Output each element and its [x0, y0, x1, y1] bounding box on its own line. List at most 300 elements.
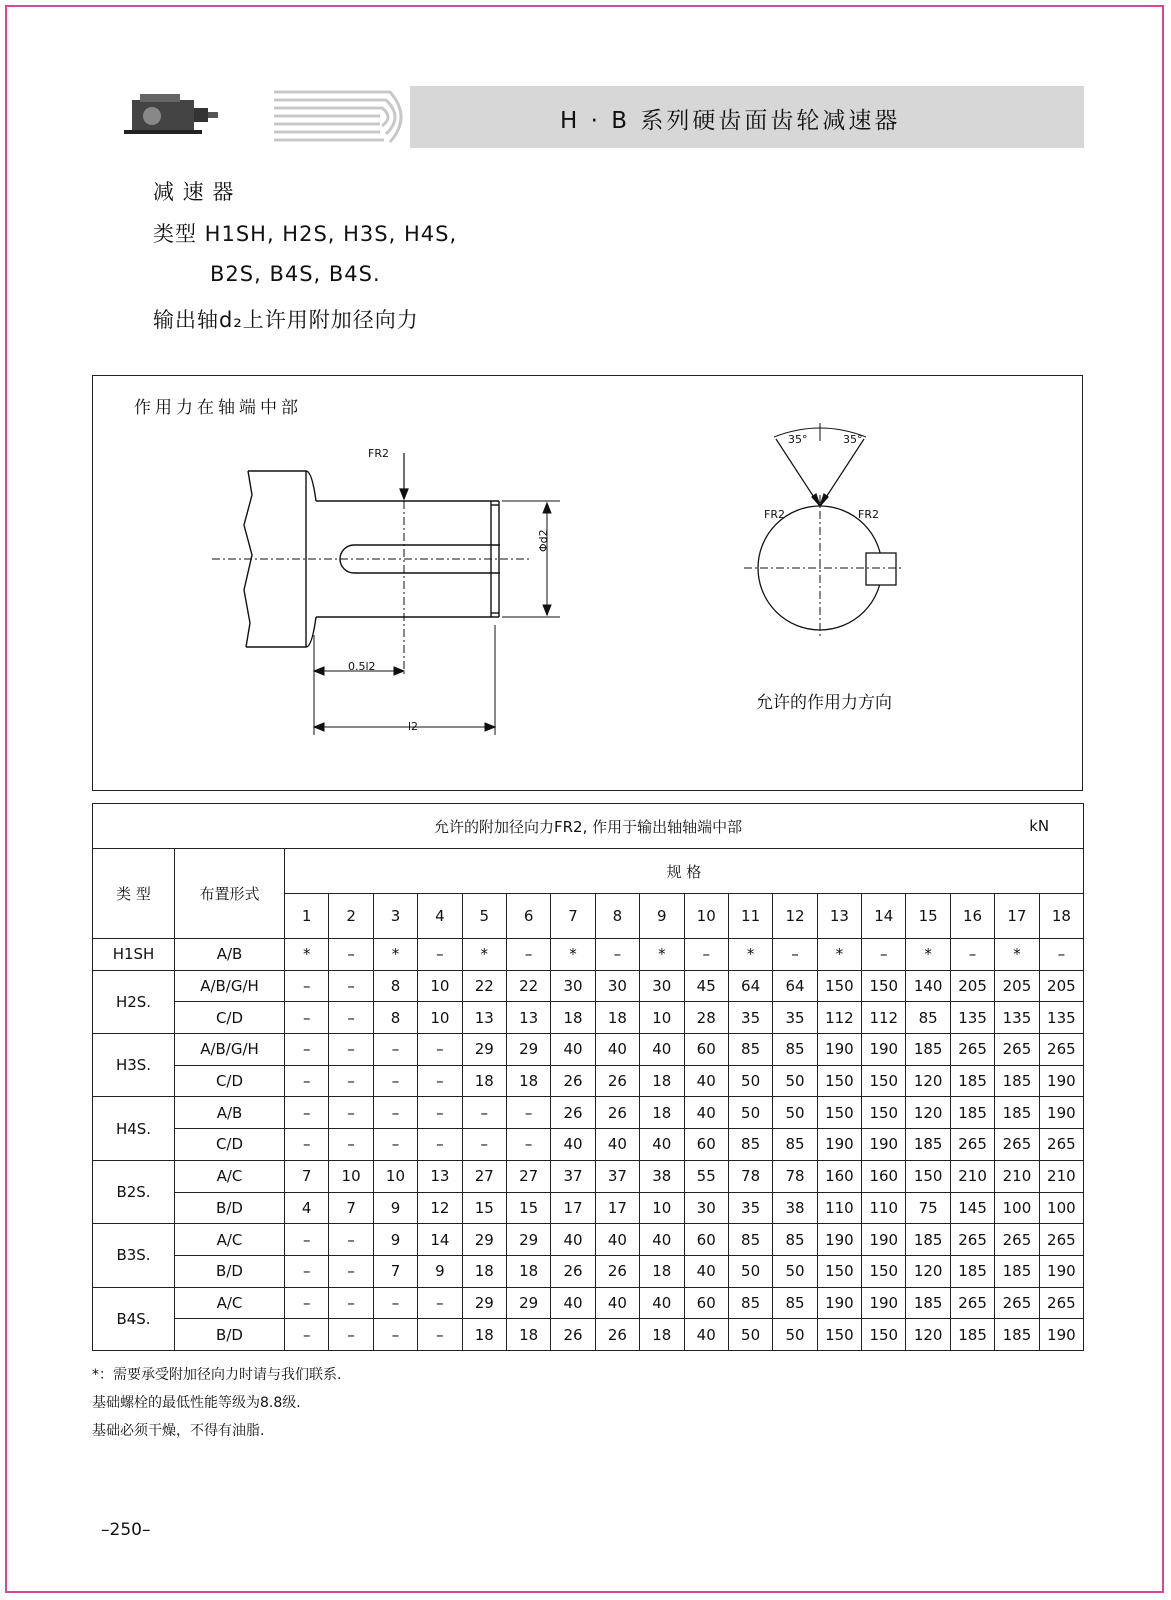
value-cell: 30	[551, 970, 595, 1002]
value-cell: 85	[728, 1034, 772, 1066]
angle-right-label: 35°	[843, 433, 863, 446]
value-cell: 40	[640, 1129, 684, 1161]
value-cell: 10	[329, 1160, 373, 1192]
page-number: –250–	[101, 1520, 151, 1540]
value-cell: –	[373, 1287, 417, 1319]
value-cell: 50	[728, 1319, 772, 1351]
size-header-cell: 7	[551, 894, 595, 939]
value-cell: –	[418, 1034, 462, 1066]
arrangement-cell: B/D	[175, 1319, 285, 1351]
value-cell: 185	[906, 1034, 950, 1066]
value-cell: 85	[906, 1002, 950, 1034]
value-cell: –	[773, 939, 817, 971]
value-cell: 160	[817, 1160, 861, 1192]
value-cell: 120	[906, 1255, 950, 1287]
table-title-row	[93, 804, 1084, 849]
value-cell: –	[950, 939, 994, 971]
value-cell: 145	[950, 1192, 994, 1224]
value-cell: 35	[728, 1002, 772, 1034]
type-cell: H1SH	[93, 939, 175, 971]
radial-force-table	[92, 803, 1084, 1351]
value-cell: 9	[418, 1255, 462, 1287]
arrangement-cell: C/D	[175, 1002, 285, 1034]
value-cell: 150	[862, 1097, 906, 1129]
intro-heading: 减 速 器	[153, 180, 235, 204]
value-cell: 29	[506, 1224, 550, 1256]
shaft-diagram	[92, 375, 1083, 791]
value-cell: 265	[995, 1034, 1039, 1066]
value-cell: 26	[551, 1255, 595, 1287]
size-header-cell: 17	[995, 894, 1039, 939]
value-cell: 15	[506, 1192, 550, 1224]
value-cell: 29	[462, 1287, 506, 1319]
value-cell: 7	[285, 1160, 329, 1192]
table-row	[93, 970, 1084, 1002]
value-cell: 265	[950, 1224, 994, 1256]
value-cell: 18	[462, 1319, 506, 1351]
value-cell: 150	[817, 1319, 861, 1351]
figure-title: 作用力在轴端中部	[134, 398, 302, 418]
value-cell: 26	[595, 1255, 639, 1287]
value-cell: *	[640, 939, 684, 971]
value-cell: –	[462, 1129, 506, 1161]
size-header-cell: 14	[862, 894, 906, 939]
value-cell: 185	[906, 1287, 950, 1319]
value-cell: 265	[995, 1287, 1039, 1319]
value-cell: 185	[906, 1224, 950, 1256]
fr2-right-label: FR2	[858, 508, 879, 521]
value-cell: –	[418, 1319, 462, 1351]
value-cell: 160	[862, 1160, 906, 1192]
value-cell: 185	[906, 1129, 950, 1161]
value-cell: 30	[640, 970, 684, 1002]
value-cell: 26	[595, 1065, 639, 1097]
value-cell: 205	[995, 970, 1039, 1002]
value-cell: 40	[551, 1224, 595, 1256]
type-cell: B2S.	[93, 1160, 175, 1223]
size-header-cell: 13	[817, 894, 861, 939]
value-cell: 190	[862, 1129, 906, 1161]
value-cell: 75	[906, 1192, 950, 1224]
value-cell: 265	[1039, 1287, 1083, 1319]
value-cell: 185	[995, 1319, 1039, 1351]
value-cell: 150	[862, 970, 906, 1002]
value-cell: 50	[728, 1065, 772, 1097]
arrangement-cell: C/D	[175, 1065, 285, 1097]
value-cell: –	[329, 1319, 373, 1351]
value-cell: 265	[1039, 1129, 1083, 1161]
table-row	[93, 1002, 1084, 1034]
value-cell: 85	[773, 1129, 817, 1161]
value-cell: 120	[906, 1319, 950, 1351]
size-header-cell: 11	[728, 894, 772, 939]
allowed-direction-label: 允许的作用力方向	[756, 693, 892, 713]
value-cell: 190	[817, 1287, 861, 1319]
type-cell: B4S.	[93, 1287, 175, 1350]
table-row	[93, 939, 1084, 971]
size-header-cell: 12	[773, 894, 817, 939]
value-cell: –	[373, 1065, 417, 1097]
value-cell: 40	[640, 1224, 684, 1256]
value-cell: 40	[595, 1034, 639, 1066]
value-cell: 150	[817, 1065, 861, 1097]
value-cell: 7	[329, 1192, 373, 1224]
value-cell: –	[418, 1097, 462, 1129]
value-cell: 18	[506, 1319, 550, 1351]
table-title-cell	[93, 804, 1084, 849]
value-cell: –	[418, 1129, 462, 1161]
value-cell: 18	[640, 1319, 684, 1351]
value-cell: 50	[773, 1097, 817, 1129]
value-cell: 40	[684, 1065, 728, 1097]
value-cell: 45	[684, 970, 728, 1002]
value-cell: 185	[950, 1097, 994, 1129]
arrangement-cell: B/D	[175, 1192, 285, 1224]
value-cell: 10	[418, 970, 462, 1002]
value-cell: –	[285, 1065, 329, 1097]
value-cell: 9	[373, 1224, 417, 1256]
l2-label: l2	[408, 720, 419, 733]
arrangement-cell: A/B/G/H	[175, 970, 285, 1002]
arrangement-cell: B/D	[175, 1255, 285, 1287]
value-cell: –	[418, 1287, 462, 1319]
fr2-left-label: FR2	[764, 508, 785, 521]
value-cell: –	[329, 970, 373, 1002]
col-type-header: 类 型	[93, 849, 175, 939]
value-cell: –	[462, 1097, 506, 1129]
value-cell: 22	[506, 970, 550, 1002]
value-cell: 50	[728, 1097, 772, 1129]
fr2-label: FR2	[368, 447, 389, 460]
value-cell: 8	[373, 1002, 417, 1034]
value-cell: 38	[773, 1192, 817, 1224]
table-row	[93, 1255, 1084, 1287]
value-cell: 4	[285, 1192, 329, 1224]
value-cell: 60	[684, 1287, 728, 1319]
table-row	[93, 1224, 1084, 1256]
col-sizes-header: 规 格	[285, 849, 1084, 894]
size-header-cell: 15	[906, 894, 950, 939]
value-cell: *	[817, 939, 861, 971]
value-cell: 18	[506, 1065, 550, 1097]
table-title: 允许的附加径向力FR2, 作用于输出轴轴端中部	[433, 817, 743, 836]
value-cell: 13	[418, 1160, 462, 1192]
value-cell: 120	[906, 1097, 950, 1129]
value-cell: –	[285, 1319, 329, 1351]
note-3: 基础必须干燥，不得有油脂.	[92, 1423, 265, 1439]
arrangement-cell: A/B	[175, 1097, 285, 1129]
value-cell: –	[329, 1034, 373, 1066]
value-cell: 27	[506, 1160, 550, 1192]
value-cell: 18	[640, 1097, 684, 1129]
value-cell: 40	[640, 1034, 684, 1066]
value-cell: –	[285, 1002, 329, 1034]
value-cell: 190	[817, 1224, 861, 1256]
half-l2-label: 0.5l2	[348, 660, 376, 673]
table-row	[93, 1034, 1084, 1066]
value-cell: 85	[728, 1129, 772, 1161]
size-header-cell: 4	[418, 894, 462, 939]
gearbox-icon	[124, 94, 218, 134]
note-2: 基础螺栓的最低性能等级为8.8级.	[92, 1395, 301, 1411]
value-cell: 85	[773, 1034, 817, 1066]
value-cell: 185	[995, 1255, 1039, 1287]
value-cell: 100	[1039, 1192, 1083, 1224]
value-cell: –	[329, 1224, 373, 1256]
value-cell: 18	[640, 1255, 684, 1287]
value-cell: –	[329, 939, 373, 971]
value-cell: 40	[595, 1287, 639, 1319]
value-cell: 78	[728, 1160, 772, 1192]
value-cell: 40	[595, 1129, 639, 1161]
table-row	[93, 1319, 1084, 1351]
value-cell: *	[285, 939, 329, 971]
value-cell: 37	[551, 1160, 595, 1192]
value-cell: 18	[551, 1002, 595, 1034]
value-cell: 190	[862, 1034, 906, 1066]
value-cell: 265	[950, 1034, 994, 1066]
value-cell: *	[728, 939, 772, 971]
arrangement-cell: A/B	[175, 939, 285, 971]
value-cell: 205	[1039, 970, 1083, 1002]
arrangement-cell: A/C	[175, 1160, 285, 1192]
table-unit: kN	[1029, 817, 1050, 835]
value-cell: 8	[373, 970, 417, 1002]
value-cell: 60	[684, 1034, 728, 1066]
value-cell: 265	[1039, 1034, 1083, 1066]
value-cell: 27	[462, 1160, 506, 1192]
size-header-cell: 18	[1039, 894, 1083, 939]
value-cell: 40	[640, 1287, 684, 1319]
value-cell: –	[329, 1097, 373, 1129]
value-cell: 190	[817, 1034, 861, 1066]
size-header-cell: 8	[595, 894, 639, 939]
table-row	[93, 1129, 1084, 1161]
value-cell: 190	[862, 1287, 906, 1319]
table-row	[93, 1160, 1084, 1192]
table-row	[93, 1192, 1084, 1224]
value-cell: –	[1039, 939, 1083, 971]
value-cell: 13	[462, 1002, 506, 1034]
value-cell: –	[285, 1097, 329, 1129]
value-cell: –	[862, 939, 906, 971]
value-cell: 18	[640, 1065, 684, 1097]
value-cell: –	[329, 1065, 373, 1097]
value-cell: 18	[506, 1255, 550, 1287]
value-cell: 60	[684, 1224, 728, 1256]
value-cell: 150	[817, 970, 861, 1002]
value-cell: 26	[551, 1319, 595, 1351]
size-header-cell: 9	[640, 894, 684, 939]
value-cell: 112	[817, 1002, 861, 1034]
value-cell: 185	[950, 1255, 994, 1287]
value-cell: 17	[551, 1192, 595, 1224]
value-cell: –	[329, 1129, 373, 1161]
value-cell: 29	[462, 1224, 506, 1256]
value-cell: 265	[995, 1129, 1039, 1161]
value-cell: –	[418, 939, 462, 971]
size-header-cell: 5	[462, 894, 506, 939]
col-arrangement-header: 布置形式	[175, 849, 285, 939]
value-cell: 112	[862, 1002, 906, 1034]
value-cell: 40	[551, 1287, 595, 1319]
table-row	[93, 1097, 1084, 1129]
value-cell: –	[285, 1034, 329, 1066]
value-cell: –	[373, 1097, 417, 1129]
arrangement-cell: C/D	[175, 1129, 285, 1161]
value-cell: –	[418, 1065, 462, 1097]
type-cell: H2S.	[93, 970, 175, 1033]
value-cell: 28	[684, 1002, 728, 1034]
value-cell: 29	[506, 1034, 550, 1066]
value-cell: 50	[728, 1255, 772, 1287]
value-cell: –	[684, 939, 728, 971]
value-cell: 135	[950, 1002, 994, 1034]
value-cell: 185	[950, 1065, 994, 1097]
value-cell: 26	[551, 1097, 595, 1129]
value-cell: 7	[373, 1255, 417, 1287]
value-cell: 50	[773, 1065, 817, 1097]
size-header-cell: 3	[373, 894, 417, 939]
intro-types-cont: B2S, B4S, B4S.	[210, 262, 381, 286]
size-header-cell: 16	[950, 894, 994, 939]
value-cell: 265	[1039, 1224, 1083, 1256]
value-cell: *	[462, 939, 506, 971]
value-cell: 210	[950, 1160, 994, 1192]
value-cell: 13	[506, 1002, 550, 1034]
value-cell: 265	[950, 1129, 994, 1161]
value-cell: 185	[995, 1097, 1039, 1129]
value-cell: 150	[862, 1255, 906, 1287]
value-cell: 26	[551, 1065, 595, 1097]
note-1: *：需要承受附加径向力时请与我们联系.	[92, 1367, 342, 1383]
value-cell: –	[595, 939, 639, 971]
value-cell: 60	[684, 1129, 728, 1161]
value-cell: 135	[1039, 1002, 1083, 1034]
value-cell: 120	[906, 1065, 950, 1097]
value-cell: 26	[595, 1319, 639, 1351]
value-cell: 22	[462, 970, 506, 1002]
value-cell: –	[329, 1002, 373, 1034]
value-cell: 9	[373, 1192, 417, 1224]
value-cell: –	[285, 970, 329, 1002]
size-header-cell: 2	[329, 894, 373, 939]
value-cell: 140	[906, 970, 950, 1002]
value-cell: 10	[640, 1002, 684, 1034]
value-cell: 150	[906, 1160, 950, 1192]
value-cell: 40	[595, 1224, 639, 1256]
value-cell: –	[506, 939, 550, 971]
value-cell: 265	[995, 1224, 1039, 1256]
value-cell: 190	[862, 1224, 906, 1256]
value-cell: 18	[462, 1255, 506, 1287]
size-header-cell: 1	[285, 894, 329, 939]
value-cell: 64	[773, 970, 817, 1002]
value-cell: 210	[995, 1160, 1039, 1192]
value-cell: 85	[773, 1287, 817, 1319]
value-cell: 29	[506, 1287, 550, 1319]
value-cell: 50	[773, 1319, 817, 1351]
value-cell: 110	[817, 1192, 861, 1224]
value-cell: 40	[684, 1097, 728, 1129]
value-cell: –	[329, 1255, 373, 1287]
value-cell: 205	[950, 970, 994, 1002]
value-cell: 55	[684, 1160, 728, 1192]
value-cell: –	[506, 1097, 550, 1129]
type-cell: H4S.	[93, 1097, 175, 1160]
intro-subtitle: 输出轴d₂上许用附加径向力	[153, 308, 419, 332]
value-cell: –	[285, 1255, 329, 1287]
value-cell: 35	[728, 1192, 772, 1224]
value-cell: 40	[551, 1129, 595, 1161]
value-cell: –	[285, 1224, 329, 1256]
value-cell: 35	[773, 1002, 817, 1034]
value-cell: 110	[862, 1192, 906, 1224]
value-cell: 14	[418, 1224, 462, 1256]
value-cell: 10	[418, 1002, 462, 1034]
value-cell: 12	[418, 1192, 462, 1224]
value-cell: *	[995, 939, 1039, 971]
value-cell: 265	[950, 1287, 994, 1319]
value-cell: 185	[950, 1319, 994, 1351]
value-cell: 85	[773, 1224, 817, 1256]
value-cell: 10	[373, 1160, 417, 1192]
value-cell: 190	[1039, 1319, 1083, 1351]
type-cell: B3S.	[93, 1224, 175, 1287]
size-header-cell: 6	[506, 894, 550, 939]
header-title: H · B 系列硬齿面齿轮减速器	[560, 108, 901, 134]
value-cell: 150	[817, 1097, 861, 1129]
value-cell: 29	[462, 1034, 506, 1066]
value-cell: 210	[1039, 1160, 1083, 1192]
value-cell: 85	[728, 1224, 772, 1256]
intro-types: 类型 H1SH, H2S, H3S, H4S,	[153, 222, 458, 246]
value-cell: 78	[773, 1160, 817, 1192]
value-cell: 15	[462, 1192, 506, 1224]
value-cell: *	[906, 939, 950, 971]
table-header-row	[93, 849, 1084, 894]
angle-left-label: 35°	[788, 433, 808, 446]
value-cell: 85	[728, 1287, 772, 1319]
value-cell: 17	[595, 1192, 639, 1224]
d2-label: Φd2	[537, 529, 550, 552]
value-cell: –	[285, 1129, 329, 1161]
value-cell: 150	[862, 1065, 906, 1097]
value-cell: *	[551, 939, 595, 971]
value-cell: 40	[684, 1319, 728, 1351]
arrangement-cell: A/B/G/H	[175, 1034, 285, 1066]
value-cell: 150	[862, 1319, 906, 1351]
value-cell: 50	[773, 1255, 817, 1287]
value-cell: 40	[684, 1255, 728, 1287]
table-row	[93, 1287, 1084, 1319]
table-row	[93, 1065, 1084, 1097]
value-cell: –	[506, 1129, 550, 1161]
arrangement-cell: A/C	[175, 1287, 285, 1319]
value-cell: 38	[640, 1160, 684, 1192]
value-cell: –	[329, 1287, 373, 1319]
value-cell: 37	[595, 1160, 639, 1192]
value-cell: 190	[1039, 1097, 1083, 1129]
value-cell: 30	[684, 1192, 728, 1224]
size-header-cell: 10	[684, 894, 728, 939]
value-cell: 150	[817, 1255, 861, 1287]
value-cell: 30	[595, 970, 639, 1002]
value-cell: 40	[551, 1034, 595, 1066]
value-cell: –	[373, 1034, 417, 1066]
value-cell: –	[373, 1129, 417, 1161]
value-cell: 190	[1039, 1065, 1083, 1097]
